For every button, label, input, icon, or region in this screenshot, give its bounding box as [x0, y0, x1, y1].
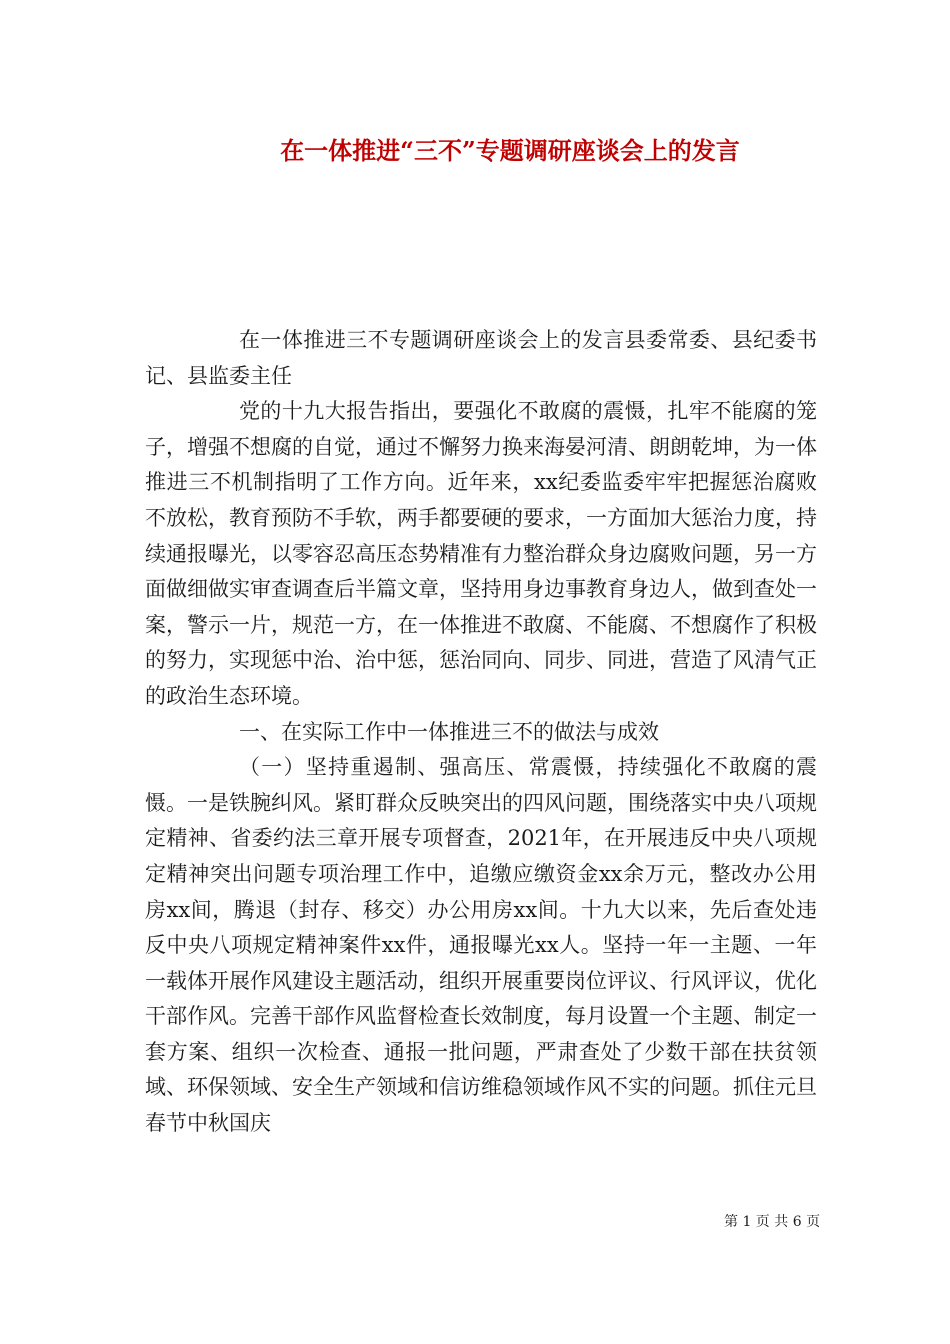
paragraph-section-one: （一）坚持重遏制、强高压、常震慑，持续强化不敢腐的震慑。一是铁腕纠风。紧盯群众反映突出的四风问题，围绕落实中央八项规定精神、省委约法三章开展专项督查，2021年，在开展违反中央八项规定精神突出问题专项治理工作中，追缴应缴资金xx余万元，整改办公用房xx间，腾退（封存、移交）办公用房xx间。十九大以来，先后查处违反中央八项规定精神案件xx件，通报曝光xx人。坚持一年一主题、一年一载体开展作风建设主题活动，组织开展重要岗位评议、行风评议，优化干部作风。完善干部作风监督检查长效制度，每月设置一个主题、制定一套方案、组织一次检查、通报一批问题，严肃查处了少数干部在扶贫领域、环保领域、安全生产领域和信访维稳领域作风不实的问题。抓住元旦春节中秋国庆 [145, 755, 817, 1136]
paragraph-intro: 党的十九大报告指出，要强化不敢腐的震慑，扎牢不能腐的笼子，增强不想腐的自觉，通过不懈努力换来海晏河清、朗朗乾坤，为一体推进三不机制指明了工作方向。近年来，xx纪委监委牢牢把握惩治腐败不放松，教育预防不手软，两手都要硬的要求，一方面加大惩治力度，持续通报曝光，以零容忍高压态势精准有力整治群众身边腐败问题，另一方面做细做实审查调查后半篇文章，坚持用身边事教育身边人，做到查处一案，警示一片，规范一方，在一体推进不敢腐、不能腐、不想腐作了积极的努力，实现惩中治、治中惩，惩治同向、同步、同进，营造了风清气正的政治生态环境。 [145, 399, 817, 708]
paragraph-heading-line: 在一体推进三不专题调研座谈会上的发言县委常委、县纪委书记、县监委主任 [145, 328, 817, 388]
section-heading: 一、在实际工作中一体推进三不的做法与成效 [239, 719, 659, 744]
document-body [145, 323, 817, 1142]
document-title: 在一体推进“三不”专题调研座谈会上的发言 [280, 136, 740, 165]
page-number-footer: 第 1 页 共 6 页 [724, 1214, 821, 1230]
